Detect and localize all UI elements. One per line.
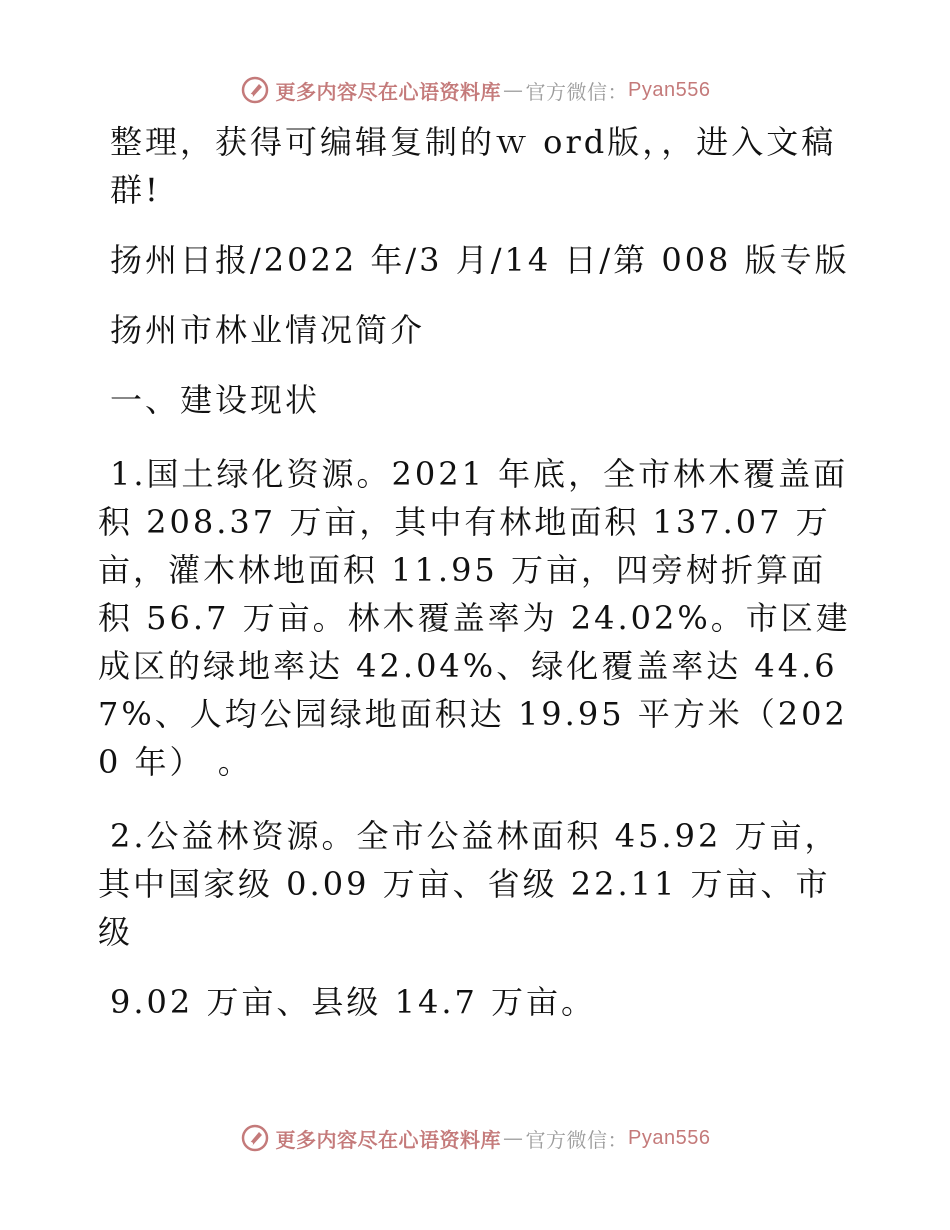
header-watermark-banner xyxy=(0,70,950,110)
paragraph-greening-resources: 1.国土绿化资源。2021 年底，全市林木覆盖面积 208.37 万亩，其中有林地面积 137.07 万亩，灌木林地面积 11.95 万亩，四旁树折算面积 56.7 万亩。林木覆盖率为 24.02%。市区建成区的绿地率达 42.04%、绿化覆盖率达 44.67%、人均公园绿地面积达 19.95 平方米（2020 年） 。 xyxy=(98,455,851,781)
banner-wechat-label: 官方微信： xyxy=(525,1127,629,1152)
document-body xyxy=(98,118,858,1026)
banner-main-text: 更多内容尽在心语资料库 xyxy=(275,79,502,104)
banner-separator: — xyxy=(503,1126,524,1150)
banner-main-text: 更多内容尽在心语资料库 xyxy=(275,1127,502,1152)
footer-watermark-banner xyxy=(0,1118,950,1158)
banner-separator: — xyxy=(503,78,524,102)
paragraph-public-forest: 2.公益林资源。全市公益林面积 45.92 万亩，其中国家级 0.09 万亩、省级 22.11 万亩、市级 xyxy=(98,817,840,951)
source-line: 扬州日报/2022 年/3 月/14 日/第 008 版专版 xyxy=(110,241,850,279)
banner-wechat-id: Pyan556 xyxy=(628,78,711,101)
article-title: 扬州市林业情况简介 xyxy=(110,311,426,349)
banner-wechat-label: 官方微信： xyxy=(525,79,629,104)
pen-nib-logo-icon xyxy=(240,1123,270,1153)
paragraph-public-forest-continued: 9.02 万亩、县级 14.7 万亩。 xyxy=(110,983,597,1021)
pen-nib-logo-icon xyxy=(240,75,270,105)
banner-wechat-id: Pyan556 xyxy=(628,1126,711,1149)
intro-paragraph: 整理，获得可编辑复制的ｗ ord版，，进入文稿群! xyxy=(110,123,837,209)
section-heading: 一、建设现状 xyxy=(110,381,321,419)
